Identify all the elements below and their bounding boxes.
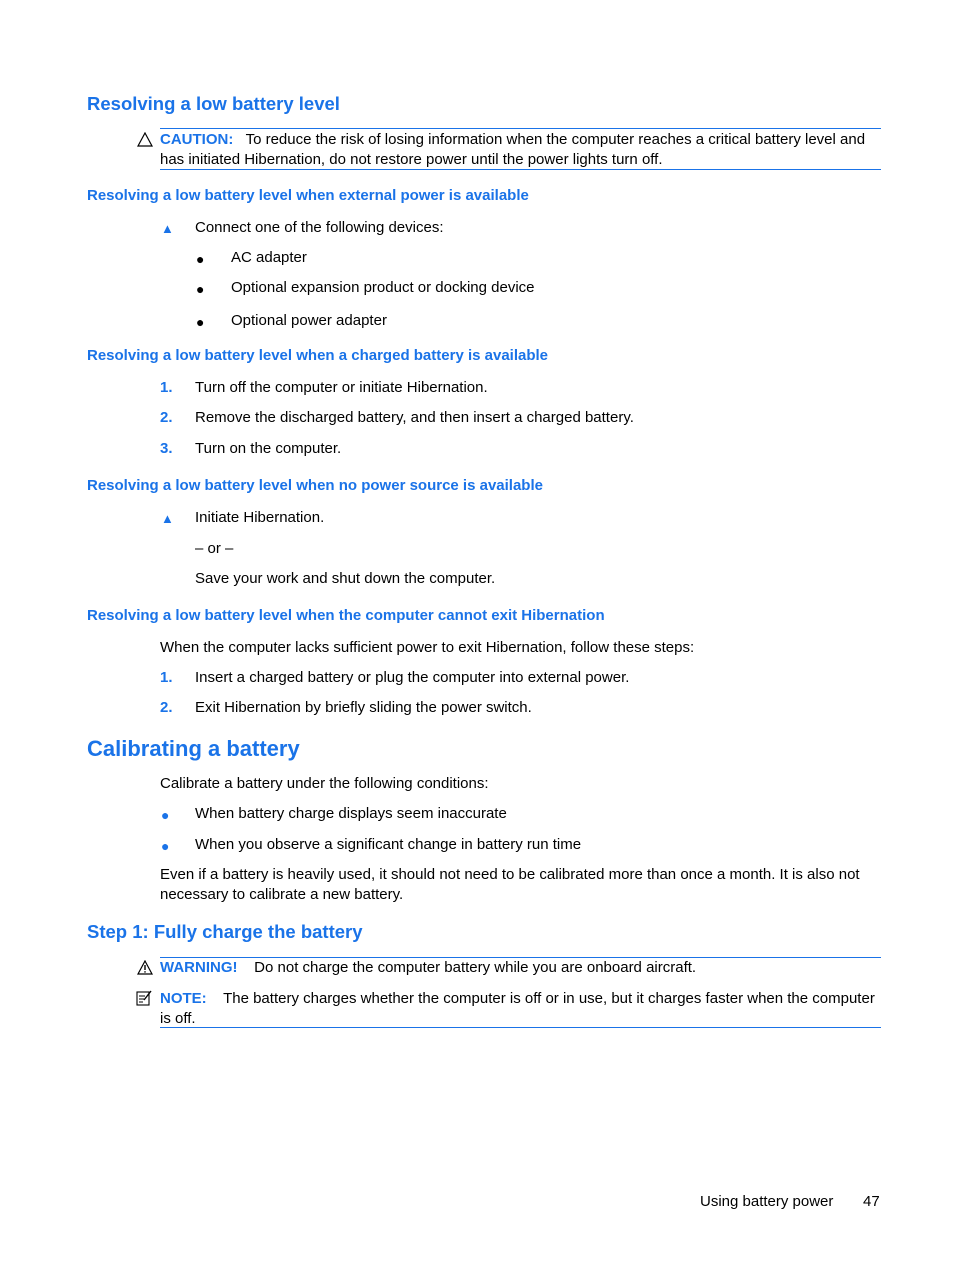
caution-bottom-rule <box>160 169 881 170</box>
step-number: 1. <box>160 669 173 686</box>
or-separator: – or – <box>195 540 234 557</box>
section-title-charged-battery: Resolving a low battery level when a charged battery is available <box>87 347 549 364</box>
step-number: 2. <box>160 699 173 716</box>
page-number: 47 <box>863 1193 880 1210</box>
note-label: NOTE: <box>160 990 207 1007</box>
section-title-cannot-exit: Resolving a low battery level when the computer cannot exit Hibernation <box>87 607 605 624</box>
alt-step: Save your work and shut down the computer. <box>195 570 496 587</box>
footer-section-name: Using battery power <box>700 1193 834 1210</box>
step-number: 2. <box>160 409 173 426</box>
step-connect-devices: Connect one of the following devices: <box>195 219 444 236</box>
section-title-no-power: Resolving a low battery level when no power source is available <box>87 477 543 494</box>
note-text: The battery charges whether the computer is off or in use, but it charges faster when the computer is off. <box>160 990 875 1027</box>
bullet-icon: ● <box>196 314 205 330</box>
blue-triangle-icon: ▲ <box>161 221 174 236</box>
caution-block <box>160 130 882 170</box>
note-bottom-rule <box>160 1027 881 1028</box>
condition-item: When you observe a significant change in battery run time <box>195 836 582 853</box>
intro-text: When the computer lacks sufficient power to exit Hibernation, follow these steps: <box>160 639 695 656</box>
blue-triangle-icon: ▲ <box>161 511 174 526</box>
warning-triangle-icon <box>137 960 153 975</box>
warning-text: Do not charge the computer battery while you are onboard aircraft. <box>254 959 697 976</box>
device-item: Optional expansion product or docking device <box>231 279 535 296</box>
section-title-low-battery: Resolving a low battery level <box>87 93 340 114</box>
step-text: Remove the discharged battery, and then insert a charged battery. <box>195 409 634 426</box>
intro-text: Calibrate a battery under the following conditions: <box>160 775 489 792</box>
calibrating-paragraph: Even if a battery is heavily used, it should not need to be calibrated more than once a month. It is also not necessary to calibrate a new battery. <box>160 866 860 903</box>
warning-label: WARNING! <box>160 959 238 976</box>
step-text: Insert a charged battery or plug the computer into external power. <box>195 669 630 686</box>
device-item: AC adapter <box>231 249 307 266</box>
device-item: Optional power adapter <box>231 312 387 329</box>
step-text: Turn on the computer. <box>195 440 342 457</box>
section-title-external-power: Resolving a low battery level when external power is available <box>87 187 529 204</box>
condition-item: When battery charge displays seem inaccurate <box>195 805 507 822</box>
step-initiate-hibernation: Initiate Hibernation. <box>195 509 325 526</box>
caution-label: CAUTION: <box>160 131 234 148</box>
bullet-icon: ● <box>161 838 170 854</box>
section-title-calibrating: Calibrating a battery <box>87 736 300 761</box>
caution-top-rule <box>160 128 881 129</box>
bullet-icon: ● <box>196 251 205 267</box>
bullet-icon: ● <box>161 807 170 823</box>
note-icon <box>136 990 153 1007</box>
step-number: 1. <box>160 379 173 396</box>
warning-block <box>160 958 696 978</box>
step-text: Exit Hibernation by briefly sliding the power switch. <box>195 699 532 716</box>
step-number: 3. <box>160 440 173 457</box>
bullet-icon: ● <box>196 281 205 297</box>
note-block <box>160 989 882 1029</box>
section-title-step1: Step 1: Fully charge the battery <box>87 921 363 942</box>
step-text: Turn off the computer or initiate Hibernation. <box>195 379 488 396</box>
caution-text: To reduce the risk of losing information when the computer reaches a critical battery level and has initiated Hibernation, do not restore power until the power lights turn off. <box>160 131 866 168</box>
caution-triangle-icon <box>137 132 153 147</box>
